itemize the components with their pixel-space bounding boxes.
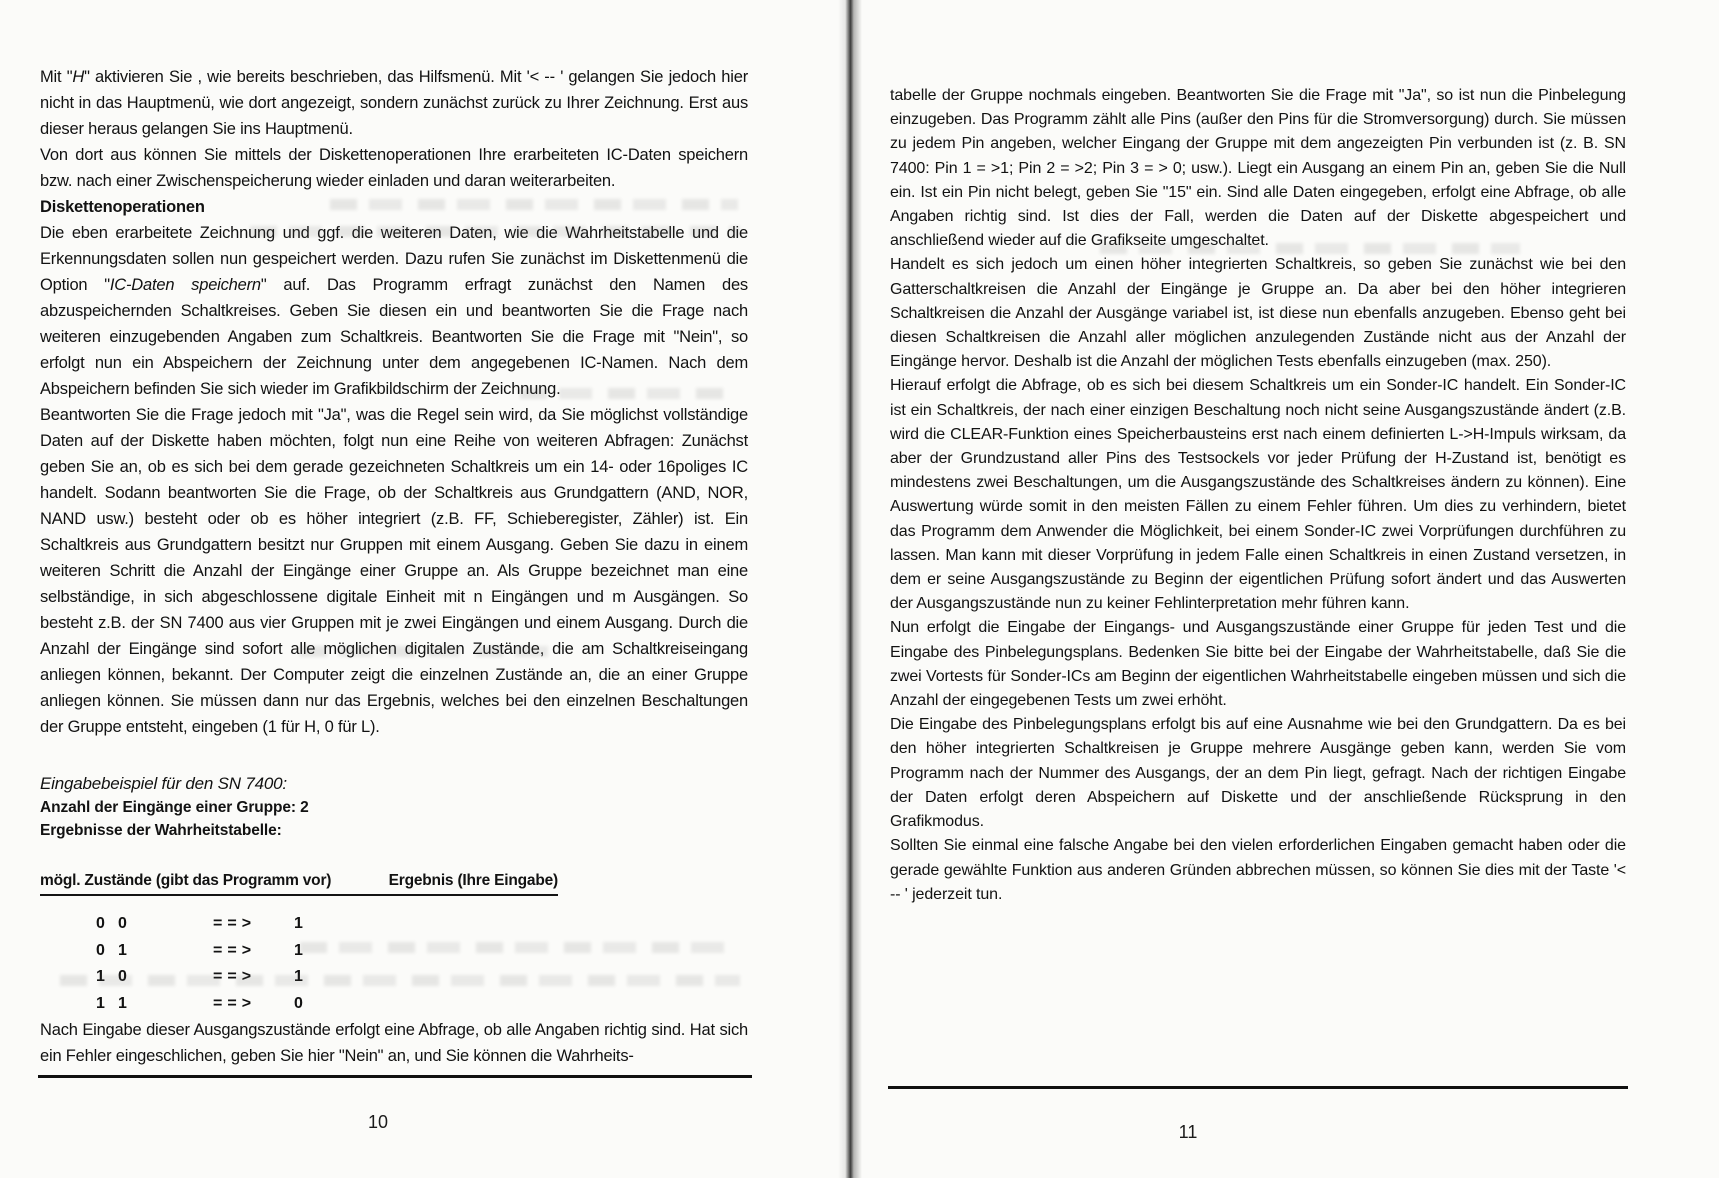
arrow-glyph: = = > bbox=[213, 915, 251, 932]
arrow-glyph: = = > bbox=[213, 941, 251, 959]
paragraph-help-menu bbox=[40, 64, 748, 142]
input-example-block bbox=[40, 772, 748, 842]
bleedthrough-text-ghost bbox=[1100, 243, 1520, 254]
paragraph-disk-intro: Von dort aus können Sie mittels der Diskettenoperationen Ihre erarbeiteten IC-Daten speichern bzw. nach einer Zwischenspeicherung wieder einladen und daran weiterarbeiten. bbox=[40, 146, 748, 190]
row-result: 0 bbox=[294, 994, 303, 1012]
paragraph-closing: Nach Eingabe dieser Ausgangszustände erfolgt eine Abfrage, ob alle Angaben richtig sind. Hat sich ein Fehler eingeschlichen, geben Sie hier "Nein" an, und Sie können die Wahrheits- bbox=[40, 1021, 748, 1065]
table-row bbox=[40, 911, 558, 938]
paragraph-test-input: Nun erfolgt die Eingabe der Eingangs- und Ausgangszustände einer Gruppe für jeden Test und die Eingabe des Pinbelegungsplans. Bedenken Sie bitte bei der Eingabe der Wahrheitstabelle, daß Sie die zwei Vortests für Sonder-ICs am Beginn der eigentlichen Wahrheitstabelle eingeben müssen und sich die Anzahl der eingegebenen Tests um zwei erhöht. bbox=[890, 619, 1626, 710]
italic-key-h: H bbox=[72, 68, 85, 86]
truth-table-header-states: mögl. Zustände (gibt das Programm vor) bbox=[40, 872, 332, 889]
left-page-footer-rule bbox=[38, 1075, 752, 1078]
row-result: 1 bbox=[294, 968, 303, 985]
truth-table-header bbox=[40, 872, 558, 896]
paragraph-text: " auf. Das Programm erfragt zunächst den Namen des abzuspeichernden Schaltkreises. Geben Sie diesen ein und beantworten Sie die Frage nach weiteren einzugebenden Angaben zum Schaltkreis. Beantworten Sie die Frage mit "Nein", so erfolgt nun ein Abspeichern der Zeichnung unter dem angegebenen IC-Namen. Nach dem Abspeichern befinden Sie sich wieder im Grafikbildschirm der Zeichnung. bbox=[40, 276, 748, 398]
row-result: 1 bbox=[294, 941, 303, 959]
bleedthrough-text-ghost bbox=[300, 646, 560, 657]
paragraph-text: Die eben erarbeitete Zeichnung und ggf. die weiteren Daten, wie die Wahrheitstabelle und die Erkennungsdaten sollen nun gespeichert werden. Dazu rufen Sie zunächst im Diskettenmenü die Option " bbox=[40, 224, 748, 294]
row-states: 0 1 bbox=[96, 941, 127, 959]
italic-menu-option: IC-Daten speichern bbox=[109, 276, 261, 294]
page-number-left: 10 bbox=[367, 1112, 389, 1132]
section-heading-diskettenoperationen: Diskettenoperationen bbox=[40, 198, 205, 216]
row-states: 1 1 bbox=[96, 994, 127, 1012]
book-gutter-shadow bbox=[838, 0, 862, 1178]
paragraph-higher-integrated: Handelt es sich jedoch um einen höher integrierten Schaltkreis, so geben Sie zunächst wie bei den Gatterschaltkreisen die Anzahl der Eingänge je Gruppe an. Da aber bei den höher integrieren Schaltkreisen die Anzahl der Ausgänge variabel ist, ist diese nun ebenfalls anzugeben. Ebenso geht bei diesen Schaltkreisen die Anzahl aller möglichen anzulegenden Zustände nicht aus der Anzahl der Eingänge hervor. Deshalb ist die Anzahl der möglichen Tests ebenfalls einzugeben (max. 250). bbox=[890, 256, 1626, 371]
paragraph-text: " aktivieren Sie , wie bereits beschrieben, das Hilfsmenü. Mit '< -- ' gelangen Sie jedoch hier nicht in das Hauptmenü, wie dort angezeigt, sondern zunächst zurück zu Ihrer Zeichnung. Erst aus dieser heraus gelangen Sie ins Hauptmenü. bbox=[40, 68, 749, 138]
paragraph-sonder-ic: Hierauf erfolgt die Abfrage, ob es sich bei diesem Schaltkreis um ein Sonder-IC handelt. Ein Sonder-IC ist ein Schaltkreis, der nach einer einzigen Beschaltung noch nicht seine Ausgangszustände ändert (z.B. wird die CLEAR-Funktion eines Speicherbausteins erst nach einem definierten L->H-Impuls wirksam, da aber der Grundzustand aller Pins des Testsockels vor jeder Prüfung der H-Zustand ist, benötigt es mindestens zwei Beschaltungen, um die Ausgangszustände des Schaltkreises ändern zu können). Eine Auswertung würde somit in den meisten Fällen zu einem Fehler führen. Um dies zu verhindern, bietet das Programm dem Anwender die Möglichkeit, bei einem Sonder-IC zwei Vorprüfungen durchführen zu lassen. Man kann mit dieser Vorprüfung in jedem Falle einen Schaltkreis in einen Zustand versetzen, in dem er seine Ausgangszustände zu Beginn der eigentlichen Prüfung sofort ändert und das Auswerten der Ausgangszustände nun zu keiner Fehlinterpretation mehr führen kann. bbox=[890, 377, 1626, 613]
page-number-right: 11 bbox=[1178, 1122, 1198, 1142]
bleedthrough-text-ghost bbox=[60, 975, 740, 986]
truth-table-header-result: Ergebnis (Ihre Eingabe) bbox=[388, 872, 558, 889]
right-page-text-column bbox=[890, 84, 1626, 907]
truth-table-rows bbox=[40, 911, 558, 1017]
row-states: 0 0 bbox=[96, 915, 127, 932]
row-result: 1 bbox=[294, 915, 303, 932]
row-states: 1 0 bbox=[96, 968, 127, 985]
arrow-glyph: = = > bbox=[213, 994, 251, 1012]
bleedthrough-text-ghost bbox=[250, 226, 740, 237]
example-results-label: Ergebnisse der Wahrheitstabelle: bbox=[40, 822, 282, 839]
example-title: Eingabebeispiel für den SN 7400: bbox=[40, 774, 287, 793]
example-inputs-count: Anzahl der Eingänge einer Gruppe: 2 bbox=[40, 799, 309, 816]
paragraph-text: Mit " bbox=[40, 68, 73, 86]
paragraph-abort-key: Sollten Sie einmal eine falsche Angabe bei den vielen erforderlichen Eingaben gemacht haben oder die gerade gewählte Funktion aus anderen Gründen abbrechen müssen, so können Sie dies mit der Taste '< -- ' jederzeit tun. bbox=[890, 837, 1626, 903]
bleedthrough-text-ghost bbox=[520, 388, 735, 399]
paragraph-pin-plan: Die Eingabe des Pinbelegungsplans erfolgt bis auf eine Ausnahme wie bei den Grundgattern. Da es bei den höher integrierten Schaltkreisen je Gruppe mehrere Ausgänge geben kann, werden Sie vom Programm nach der Nummer des Ausgangs, der an dem Pin liegt, gefragt. Nach der richtigen Eingabe der Daten erfolgt deren Abspeichern auf Diskette und der anschließende Rücksprung in den Grafikmodus. bbox=[890, 716, 1626, 831]
table-row bbox=[40, 991, 558, 1018]
bleedthrough-text-ghost bbox=[330, 199, 738, 210]
paragraph-pin-assignment: tabelle der Gruppe nochmals eingeben. Beantworten Sie die Frage mit "Ja", so ist nun die Pinbelegung einzugeben. Das Programm zählt alle Pins (außer den Pins für die Stromversorgung) durch. Sie müssen zu jedem Pin angeben, welcher Eingang der Gruppe mit dem angezeigten Pin verbunden ist (z. B. SN 7400: Pin 1 = >1; Pin 2 = >2; Pin 3 = > 0; usw.). Liegt ein Ausgang an einem Pin an, geben Sie die Null ein. Ist ein Pin nicht belegt, geben Sie "15" ein. Sind alle Daten eingegeben, erfolgt eine Abfrage, ob alle Angaben richtig sind. Ist dies der Fall, werden die Daten auf der Diskette abgespeichert und anschließend wieder auf die Grafikseite umgeschaltet. bbox=[890, 87, 1626, 250]
right-page-footer-rule bbox=[888, 1086, 1628, 1089]
left-page-text-column bbox=[40, 64, 748, 1069]
paragraph-save-option bbox=[40, 220, 748, 402]
bleedthrough-text-ghost bbox=[300, 942, 740, 953]
paragraph-questions: Beantworten Sie die Frage jedoch mit "Ja", was die Regel sein wird, da Sie möglichst vollständige Daten auf der Diskette haben möchten, folgt nun eine Reihe von weiteren Abfragen: Zunächst geben Sie an, ob es sich bei dem gerade gezeichneten Schaltkreis um ein 14- oder 16poliges IC handelt. Sodann beantworten Sie die Frage, ob der Schaltkreis aus Grundgattern (AND, NOR, NAND usw.) besteht oder ob es höher integriert (z.B. FF, Schieberegister, Zähler) ist. Ein Schaltkreis aus Grundgattern besitzt nur Gruppen mit einem Ausgang. Geben Sie dazu in einem weiteren Schritt die Anzahl der Eingänge einer Gruppe an. Als Gruppe bezeichnet man eine selbständige, in sich abgeschlossene digitale Einheit mit n Eingängen und m Ausgängen. So besteht z.B. der SN 7400 aus vier Gruppen mit je zwei Eingängen und einem Ausgang. Durch die Anzahl der Eingänge sind sofort alle möglichen digitalen Zustände, die am Schaltkreiseingang anliegen können, bekannt. Der Computer zeigt die einzelnen Zustände an, die an einer Gruppe anliegen können. Sie müssen dann nur das Ergebnis, welches bei den einzelnen Beschaltungen der Gruppe entsteht, eingeben (1 für H, 0 für L). bbox=[40, 406, 748, 736]
arrow-glyph: = = > bbox=[213, 968, 251, 985]
